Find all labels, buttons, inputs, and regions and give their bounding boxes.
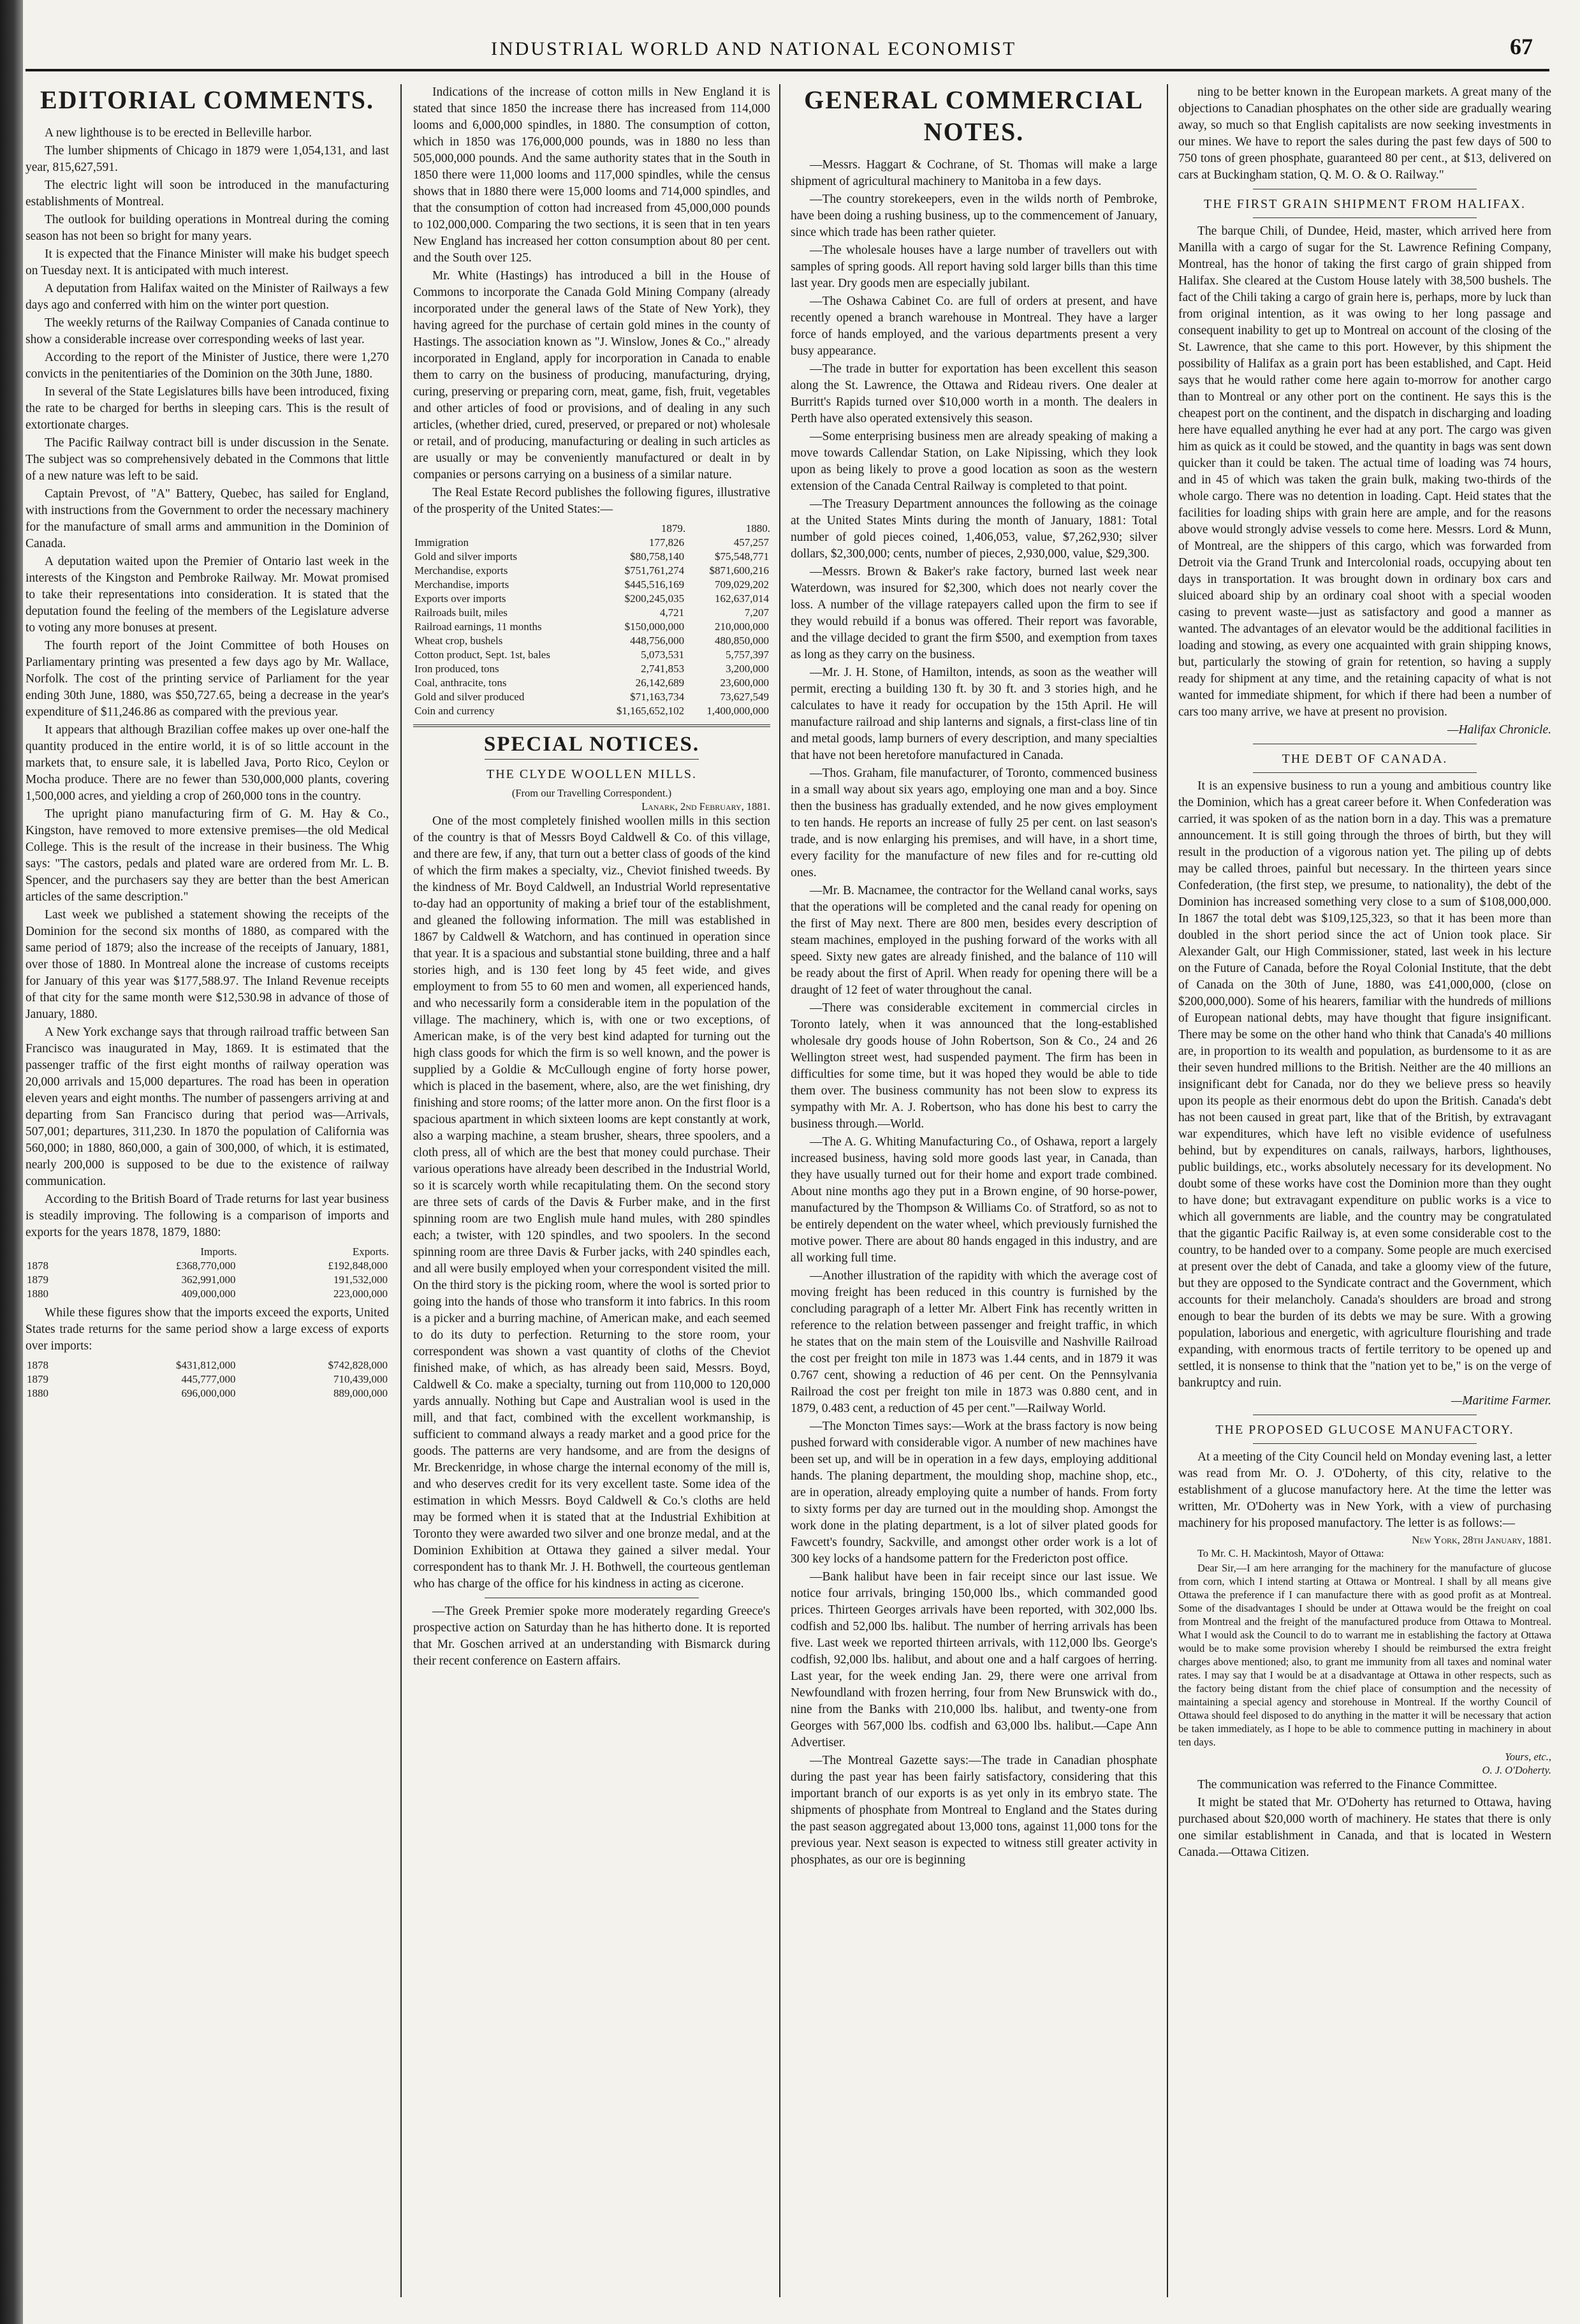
- paragraph: —The Greek Premier spoke more moderately regarding Greece's prospective action on Saturday than he has hitherto done. It is reported that Mr. Goschen arrived at an understanding with Bismarck during their recent conference on Eastern affairs.: [413, 1605, 770, 1668]
- paragraph: —Mr. B. Macnamee, the contractor for the Welland canal works, says that the operations will be completed and the canal ready for opening on the first of May next. There are 800 men, besides every description of steam machines, employed in the pushing forward of the works with all speed. Sixty new gates are already finished, and the balance of 110 will be ready about the first of April. When ready for opening there will be a draught of 12 feet of water throughout the canal.: [791, 884, 1157, 997]
- table-row: Railroads built, miles 4,721 7,207: [414, 607, 769, 619]
- paragraph: —The Montreal Gazette says:—The trade in Canadian phosphate during the past year has been fairly satisfactory, considering that this important branch of our exports is as yet only in its embryo state. The shipments of phosphate from Montreal to England and the States during the past season aggregated about 13,000 tons, against 11,000 tons for the previous year. Next season is expected to witness still greater activity in phosphates, as our ore is beginning: [791, 1754, 1157, 1867]
- paragraph: Indications of the increase of cotton mills in New England it is stated that since 1850 the increase there has increased from 114,000 looms and 6,000,000 spindles, in 1880. The consumption of cotton, which in 1850 was 176,000,000 pounds, was in 1880 no less than 505,000,000 pounds. And the same authority states that in the South in 1850 there were 11,000 looms and 117,000 spindles, while the census shows that in 1880 there were 15,000 looms and 714,000 spindles, and that the consumption of cotton had increased from 45,000,000 pounds to 102,000,000. Comparing the two sections, it is seen that in ten years New England has increased her cotton consumption about 80 per cent. and the South over 125.: [413, 85, 770, 265]
- paragraph: —Messrs. Haggart & Cochrane, of St. Thomas will make a large shipment of agricultural machinery to Manitoba in a few days.: [791, 158, 1157, 188]
- paragraph: The weekly returns of the Railway Companies of Canada continue to show a considerable increase over corresponding weeks of last year.: [26, 316, 389, 346]
- byline: (From our Travelling Correspondent.): [511, 787, 672, 799]
- table-row: Iron produced, tons 2,741,853 3,200,000: [414, 663, 769, 675]
- paragraph: The barque Chili, of Dundee, Heid, master, which arrived here from Manilla with a cargo of sugar for the St. Lawrence Refining Company, Montreal, has the honor of taking the first cargo of grain shipped from Halifax. She cleared at the Custom House lately with 38,500 bushels. The fact of the Chili taking a cargo of grain here is, perhaps, more by luck than from original intention, as it was owing to her long passage and consequent inability to get up to Montreal on account of the closing of the St. Lawrence, that she came to this port. However, by this shipment the possibility of Halifax as a grain port has been established, and Capt. Heid says that he would rather come here again to-morrow for another cargo than to Montreal or any other port on the continent. He says this is the cheapest port on the continent, and the dispatch in discharging and loading here have equalled anything he ever had at any port. The cargo was given him as quick as it could be stowed, and the quantity in bags was sent down quicker than it could be taken. The actual time of loading was 74 hours, and in 45 of which was taken the grain bulk, making two-thirds of the whole cargo. There was no detention in loading. Capt. Heid states that the facilities for loading ships with grain here are ample, and for the reasons above would strongly advise vessels to come here. Messrs. Lord & Munn, of Montreal, are the shippers of this cargo, which was forwarded from Detroit via the Grand Trunk and Intercolonial roads, occupying about ten days in transportation. It was brought down in ordinary box cars and sluiced aboard ship by an ordinary coal shoot with a special wooden casing to prevent waste—just as satisfactory and good a manner as wanted. The advantages of an elevator would be the additional facilities in loading and stowing, as every one acquainted with grain shipping knows, but, particularly the stowing of grain for retention, so having a supply ready for shipment at any time, and the retaining capacity of what is not wanted for immediate shipment, for which if there had been a number of cars too many arrive, we have at present no provision.: [1178, 224, 1551, 719]
- column-1: [26, 84, 389, 2297]
- paragraph: While these figures show that the imports exceed the exports, United States trade returns for the same period show a large excess of exports over imports:: [26, 1306, 389, 1353]
- binding-shadow: [0, 0, 23, 2324]
- header-rule: [26, 69, 1549, 71]
- table-header: 1880.: [745, 522, 770, 534]
- table-row: Gold and silver imports $80,758,140 $75,548,771: [414, 550, 769, 563]
- section-rule: [413, 724, 770, 727]
- paragraph: —Another illustration of the rapidity with which the average cost of moving freight has been reduced in this country is furnished by the concluding paragraph of a letter Mr. Albert Fink has recently written in reference to the relation between passenger and freight traffic, in which he states that on the main stem of the Louisville and Nashville Railroad the cost per freight ton mile in 1873 was 1.44 cents, and in 1879 it was 0.767 cent, showing a reduction of 46 per cent. On the Pennsylvania Railroad the cost per freight ton mile in 1873 was 0.880 cent, and in 1879, 0.483 cent, a reduction of 45 per cent."—Railway World.: [791, 1269, 1157, 1415]
- table-row: Merchandise, exports $751,761,274 $871,600,216: [414, 564, 769, 577]
- paragraph: —Messrs. Brown & Baker's rake factory, burned last week near Waterdown, was insured for $2,300, which does not nearly cover the loss. A number of the village ratepayers called upon the firm to see if they would rebuild if a bonus was offered. Their report was favorable, and the village decided to grant the firm $500, and exemption from taxes as long as they carry on the business.: [791, 565, 1157, 661]
- column-divider: [400, 84, 402, 2297]
- article-title: THE FIRST GRAIN SHIPMENT FROM HALIFAX.: [1204, 197, 1526, 211]
- column-3: [791, 84, 1157, 2297]
- paragraph: —The Moncton Times says:—Work at the brass factory is now being pushed forward with considerable vigor. A number of new machines have been set up, and will be in operation in a few days, employing additional hands. The planing department, the moulding shop, machine shop, etc., are in operation, already employing quite a number of hands. From forty to sixty forms per day are turned out in the moulding shop. Amongst the work done in the plating department, is a lot of silver plated goods for Fawcett's foundry, Sackville, and amongst other order work is a lot of 300 key locks of a handsome pattern for the Fredericton post office.: [791, 1420, 1157, 1566]
- article-title: THE PROPOSED GLUCOSE MANUFACTORY.: [1215, 1423, 1514, 1437]
- paragraph: —Mr. J. H. Stone, of Hamilton, intends, as soon as the weather will permit, erecting a building 130 ft. by 30 ft. and 3 stories high, and he calculates to have it ready for occupation by the 15th April. He will manufacture railroad and ship lanterns and signals, a first-class line of tin and metal goods, lamp burners of every description, and many specialties that have not been heretofore manufactured in Canada.: [791, 666, 1157, 762]
- paragraph: Last week we published a statement showing the receipts of the Dominion for the second six months of 1880, as compared with the same period of 1879; also the increase of the receipts of January, 1881, over those of 1880. In Montreal alone the increase of customs receipts for January of this year was $177,588.97. The Inland Revenue receipts of that city for the same month were $12,530.98 in advance of those of January, 1880.: [26, 908, 389, 1021]
- paragraph: The outlook for building operations in Montreal during the coming season has not been so bright for many years.: [26, 213, 389, 243]
- paragraph: —The country storekeepers, even in the wilds north of Pembroke, have been doing a rushing business, up to the commencement of January, since which trade has been rather quieter.: [791, 193, 1157, 239]
- column-divider: [1167, 84, 1168, 2297]
- paragraph: The fourth report of the Joint Committee of both Houses on Parliamentary printing was presented a few days ago by Mr. Wallace, Norfolk. The cost of the printing service of Parliament for the year ending 30th June, 1880, was $50,727.65, being a decrease in the year's expenditure of $11,246.86 as compared with the previous year.: [26, 639, 389, 719]
- table-row: 1880 696,000,000 889,000,000: [27, 1387, 388, 1399]
- paragraph: It appears that although Brazilian coffee makes up over one-half the quantity produced in the entire world, it is of so little account in the markets that, to ensure sale, it is labelled Java, Porto Rico, Ceylon or Mocha produce. There are no fewer than 530,000,000 plants, covering 1,500,000 acres, and yielding a crop of 260,000 tons in the country.: [26, 723, 389, 803]
- table-row: Exports over imports $200,245,035 162,637,014: [414, 592, 769, 605]
- paragraph: —The wholesale houses have a large number of travellers out with samples of spring goods. All report having sold larger bills than this time last year. Dry goods men are especially jubilant.: [791, 244, 1157, 290]
- paragraph: In several of the State Legislatures bills have been introduced, fixing the rate to be charged for berths in sleeping cars. This is the result of extortionate charges.: [26, 385, 389, 432]
- paragraph: One of the most completely finished woollen mills in this section of the country is that of Messrs Boyd Caldwell & Co. of this village, and there are few, if any, that turn out a better class of goods of the kind of which the firm makes a specialty, viz., Cheviot finished tweeds. By the kindness of Mr. Boyd Caldwell, an Industrial World representative to-day had an opportunity of making a brief tour of the establishment, and gleaned the following information. The mill was established in 1867 by Caldwell & Watchorn, and has continued in operation since that year. It is a spacious and substantial stone building, three and a half stories high, and is 130 feet long by 45 feet wide, and gives employment to from 55 to 60 men and women, all experienced hands, and who necessarily form a considerable item in the population of the village. The machinery, which is, with one or two exceptions, of American make, is of the very best kind adapted for turning out the high class goods for which the firm is so well known, and the power is supplied by a Goldie & McCullough engine of forty horse power, which is placed in the basement, where, also, are the wet finishing, dry finishing and store rooms; of the latter more anon. On the first floor is a spacious apartment in which sixteen looms are kept constantly at work, also a warping machine, a steam brusher, shears, three spoolers, and a cloth press, all of which are the best that money could purchase. Their various operations have already been described in the Industrial World, so it is scarcely worth while recapitulating them. On the second story are three sets of cards of the Davis & Furber make, and in the first spinning room are two English mule hand mules, with 280 spindles each; a twister, with 120 spindles, and two spoolers. In the second spinning room are three Davis & Furber jacks, with 240 spindles each, and all were busily employed when your correspondent visited the mill. On the third story is the picking room, where the wool is sorted prior to going into the hands of those who transform it into fabrics. In this room is a picker and a burring machine, of American make, and each seemed to do its duty to perfection. Returning to the store room, your correspondent was shown a vast quantity of cloths of the Cheviot finished make, of which, as has already been said, Messrs. Boyd, Caldwell & Co. make a specialty, turning out from 110,000 to 120,000 yards annually. Nothing but Cape and Australian wool is used in the mill, and that fact, combined with the excellent workmanship, is sufficient to command always a ready market and a good price for the goods. The patterns are very handsome, and are from the designs of Mr. Breckenridge, in whose charge the internal economy of the mill is, and who deserves credit for its very excellent taste. Some idea of the estimation in which Messrs. Boyd Caldwell & Co.'s cloths are held may be formed when it is stated that at the Industrial Exhibition at Toronto they were awarded two silver and one bronze medal, and at the Dominion Exhibition at Ottawa they gained a silver medal. Your correspondent has to thank Mr. J. H. Bothwell, the courteous gentleman who has charge of the office for his kindness in acting as cicerone.: [413, 814, 770, 1591]
- source-credit: —Halifax Chronicle.: [1447, 723, 1551, 737]
- table-header: [26, 1245, 85, 1259]
- paragraph: The upright piano manufacturing firm of G. M. Hay & Co., Kingston, have removed to more extensive premises—the old Medical College. This is the result of the increase in their business. The Whig says: "The castors, pedals and plated ware are ordered from Mr. L. B. Spencer, and the purchasers say they are better than the best American articles of the same description.": [26, 807, 389, 904]
- column-2: [413, 84, 770, 2297]
- paragraph: Captain Prevost, of "A" Battery, Quebec, has sailed for England, with instructions from the Government to order the necessary machinery for the manufacture of small arms and ammunition in the Dominion of Canada.: [26, 487, 389, 550]
- column-divider: [779, 84, 780, 2297]
- table-row: Wheat crop, bushels 448,756,000 480,850,000: [414, 635, 769, 647]
- table-header: Imports.: [200, 1246, 237, 1258]
- column-4: [1178, 84, 1551, 2297]
- table-row: Cotton product, Sept. 1st, bales 5,073,531 5,757,397: [414, 649, 769, 661]
- paragraph: A New York exchange says that through railroad traffic between San Francisco was inaugurated in May, 1869. It is estimated that the passenger traffic of the first eight months of railway operation was 20,000 arrivals and 15,000 departures. The road has been in operation eleven years and eight months. The number of passengers arriving at and departing from San Francisco during that period was—Arrivals, 507,001; departures, 311,230. In 1870 the population of California was 560,000; in 1880, 860,000, a gain of 300,000, of which, it is estimated, nearly 200,000 is supposed to be due to the existence of railway communication.: [26, 1026, 389, 1188]
- table-header: Exports.: [352, 1246, 389, 1258]
- paragraph: A deputation from Halifax waited on the Minister of Railways a few days ago and conferred with him on the winter port question.: [26, 282, 389, 312]
- letter-close: Yours, etc.,: [1505, 1751, 1551, 1763]
- prosperity-table: [413, 522, 770, 718]
- paragraph: —The Treasury Department announces the following as the coinage at the United States Mints during the month of January, 1881: Total number of gold pieces coined, 1,406,053, value, $7,262,930; silver dollars, $2,300,000; cents, number of pieces, 2,930,000, value, $29,300.: [791, 497, 1157, 561]
- divider: [485, 759, 699, 760]
- dateline: New York, 28th January, 1881.: [1412, 1534, 1551, 1546]
- paragraph: —Bank halibut have been in fair receipt since our last issue. We notice four arrivals, bringing 150,000 lbs., which commanded good prices. Thirteen Georges arrivals have been reported, with 302,000 lbs. codfish and 52,000 lbs. halibut. The number of herring arrivals has been five. Last week we reported thirteen arrivals, with 112,000 lbs. George's codfish, 92,000 lbs. halibut, and about one and a half cargoes of herring. Last year, for the week ending Jan. 29, there were one arrival from Newfoundland with frozen herring, four from New Brunswick with do., nine from the Banks with 210,000 lbs. halibut, and twenty-one from Georges with 567,000 lbs. codfish and 63,000 lbs. halibut.—Cape Ann Advertiser.: [791, 1570, 1157, 1749]
- divider: [1253, 772, 1477, 773]
- imports-exports-table: [26, 1245, 389, 1301]
- table-row: Merchandise, imports $445,516,169 709,029,202: [414, 578, 769, 591]
- table-row: Gold and silver produced $71,163,734 73,627,549: [414, 691, 769, 703]
- paragraph: The lumber shipments of Chicago in 1879 were 1,054,131, and last year, 815,627,591.: [26, 144, 389, 174]
- paragraph: —Some enterprising business men are already speaking of making a move towards Callendar Station, on Lake Nipissing, which they look upon as being likely to prove a good location as soon as the western extension of the Canada Central Railway is completed to that point.: [791, 430, 1157, 493]
- paragraph: The Real Estate Record publishes the following figures, illustrative of the prosperity of the United States:—: [413, 486, 770, 516]
- paragraph: —There was considerable excitement in commercial circles in Toronto lately, when it was announced that the long-established wholesale dry goods house of John Robertson, Son & Co., 24 and 26 Wellington street west, had suspended payment. The firm has been in difficulties for some time, but it was hoped they would be able to tide them over. The business community has not been slow to express its sympathy with Mr. A. J. Robertson, who has done his best to carry the business through.—World.: [791, 1001, 1157, 1131]
- paragraph: Mr. White (Hastings) has introduced a bill in the House of Commons to incorporate the Canada Gold Mining Company (already incorporated under the general laws of the State of New York), they having agreed for the purchase of certain gold mines in the county of Hastings. The association known as "J. Winslow, Jones & Co.," already incorporated in England, apply for incorporation in Canada to enable them to carry on the business of producing, manufacturing, drying, curing, preserving or preparing corn, meat, game, fish, fruit, vegetables and other articles of food or provisions, and of dealing in any such articles, (whether dried, cured, preserved, or prepared or not) wholesale or retail, and of producing, manufacturing or dealing in such articles as are usually or may be conveniently manufactured or dealt in by companies or persons carrying on a business of a similar nature.: [413, 269, 770, 482]
- table-header: 1879.: [661, 522, 686, 534]
- paragraph: —The Oshawa Cabinet Co. are full of orders at present, and have recently opened a branch warehouse in Montreal. They have a larger force of hands employed, and the various departments present a very busy appearance.: [791, 295, 1157, 358]
- paragraph: ning to be better known in the European markets. A great many of the objections to Canadian phosphates on the other side are gradually wearing away, so much so that English capitalists are now seeking investments in our mines. We have to report the sales during the past few days of 500 to 750 tons of green phosphate, guaranteed 80 per cent., at $13, delivered on cars at Buckingham station, Q. M. O. & O. Railway.": [1178, 85, 1551, 182]
- paragraph: At a meeting of the City Council held on Monday evening last, a letter was read from Mr. O. J. O'Doherty, of this city, relative to the establishment of a glucose manufactory here. At the time the letter was written, Mr. O'Doherty was in New York, with a view of purchasing machinery for his proposed manufactory. The letter is as follows:—: [1178, 1450, 1551, 1530]
- special-notices-title: SPECIAL NOTICES.: [483, 733, 700, 756]
- paragraph: It might be stated that Mr. O'Doherty has returned to Ottawa, having purchased about $20,000 worth of machinery. He states that there is only one similar establishment in Canada, and that is located in Western Canada.—Ottawa Citizen.: [1178, 1796, 1551, 1859]
- paragraph: The communication was referred to the Finance Committee.: [1197, 1778, 1498, 1791]
- general-commercial-notes-title: GENERAL COMMERCIAL NOTES.: [804, 85, 1144, 146]
- paragraph: According to the report of the Minister of Justice, there were 1,270 convicts in the penitentiaries of the Dominion on the 30th June, 1880.: [26, 351, 389, 381]
- source-credit: —Maritime Farmer.: [1451, 1394, 1551, 1408]
- table-row: 1878 £368,770,000 £192,848,000: [27, 1260, 388, 1272]
- table-row: Immigration 177,826 457,257: [414, 536, 769, 548]
- us-trade-table: [26, 1358, 389, 1401]
- divider: [1253, 217, 1477, 218]
- editorial-comments-title: EDITORIAL COMMENTS.: [40, 85, 374, 114]
- table-row: Coal, anthracite, tons 26,142,689 23,600,000: [414, 677, 769, 689]
- article-title: THE CLYDE WOOLLEN MILLS.: [486, 767, 698, 781]
- page-number: 67: [1510, 34, 1533, 59]
- paragraph: According to the British Board of Trade returns for last year business is steadily improving. The following is a comparison of imports and exports for the years 1878, 1879, 1880:: [26, 1193, 389, 1239]
- paragraph: —Thos. Graham, file manufacturer, of Toronto, commenced business in a small way about six years ago, employing one man and a boy. Since then the business has gradually extended, and he now gives employment to ten hands. He reports an increase of fully 25 per cent. on last season's trade, and is now enlarging his premises, and will have, in a short time, every facility for the manufacture of new files and for re-cutting old ones.: [791, 767, 1157, 879]
- paragraph: —The A. G. Whiting Manufacturing Co., of Oshawa, report a largely increased business, having sold more goods last year, in Canada, than they have usually turned out for their home and export trade combined. About nine months ago they put in a Brown engine, of 90 horse-power, manufactured by the Thompson & Williams Co. of Stratford, so as not to be entirely dependent on the water wheel, which previously furnished the motive power. There are about 80 hands engaged in this industry, and are all working full time.: [791, 1135, 1157, 1265]
- paragraph: The Pacific Railway contract bill is under discussion in the Senate. The subject was so comprehensively debated in the Commons that little of a new nature was left to be said.: [26, 436, 389, 483]
- article-title: THE DEBT OF CANADA.: [1282, 752, 1448, 766]
- table-row: 1879 362,991,000 191,532,000: [27, 1274, 388, 1286]
- letter-salutation: To Mr. C. H. Mackintosh, Mayor of Ottawa:: [1197, 1547, 1384, 1559]
- paragraph: A new lighthouse is to be erected in Belleville harbor.: [45, 126, 312, 140]
- running-head: INDUSTRIAL WORLD AND NATIONAL ECONOMIST: [491, 38, 1017, 59]
- paragraph: —The trade in butter for exportation has been excellent this season along the St. Lawrence, the Ottawa and Rideau rivers. One dealer at Burritt's Rapids turned over $10,000 worth in a month. The dealers in Perth have also operated extensively this season.: [791, 362, 1157, 425]
- table-row: 1879 445,777,000 710,439,000: [27, 1373, 388, 1385]
- table-row: Coin and currency $1,165,652,102 1,400,000,000: [414, 705, 769, 717]
- divider: [1253, 1443, 1477, 1444]
- paragraph: It is an expensive business to run a young and ambitious country like the Dominion, which has a great career before it. When Confederation was carried, it was spoken of as the nation born in a day. This was a premature announcement. It is still going through the throes of birth, but they will result in the production of a vigorous nation yet. The piling up of debts may be called throes, painful but necessary. In the thirteen years since Confederation, (the first step, we presume, to nationality), the debt of the Dominion has increased something very close to a sum of $108,000,000. In 1867 the total debt was $109,125,323, so that it has been more than doubled in the short period since the act of Union took place. Sir Alexander Galt, our High Commissioner, stated, last week in his lecture on the Future of Canada, before the Royal Colonial Institute, that the debt of Canada on the 30th of June, 1880, was £41,000,000, (close on $200,000,000). Some of his hearers, familiar with the hundreds of millions of European national debts, may have thought that figure insignificant. There may be some on the other hand who think that Canada's 40 millions are, in proportion to its wealth and population, as burdensome to it as are their seven hundred millions to the British. Neither are the 40 millions an insignificant debt for Canada, nor do they we believe press so heavily upon its people as their enormous debt do upon the British. Canada's debt has not been caused in great part, like that of the British, by extravagant war expenditures, which have left no visible evidence of usefulness behind, but by expenditures on canals, railways, harbors, lighthouses, public buildings, etc., works absolutely necessary for its development. No doubt some of these works have cost the Dominion more than they ought to have done; but extravagant expenditure on public works is a vice to which all governments are liable, and the country may be congratulated that the gigantic Pacific Railway is, at even some considerable cost to the country, to be handed over to a company. Some people are much exercised at present over the debt of Canada, and take a gloomy view of the future, but they are opposed to the Syndicate contract and the Government, which accounts for their melancholy. Canada's shoulders are broad and strong enough to bear the burden of its debts we may be sure. With a growing population, laborious and energetic, with agriculture flourishing and trade expanding, with enormous tracts of fertile territory to be opened up and settled, it is nonsense to think that the "nation yet to be," is on the verge of bankruptcy and ruin.: [1178, 779, 1551, 1390]
- table-row: 1878 $431,812,000 $742,828,000: [27, 1359, 388, 1371]
- table-row: 1880 409,000,000 223,000,000: [27, 1288, 388, 1300]
- letter-body: Dear Sir,—I am here arranging for the machinery for the manufacture of glucose from corn, which I intend starting at Ottawa or Montreal. I shall by all means give Ottawa the preference if I can manufacture there with as good profit as at Montreal. Some of the disadvantages I should be under at Ottawa would be the freight on coal from Montreal and the freight of the manufactured produce from Ottawa to Montreal. What I would ask the Council to do to warrant me in establishing the factory at Ottawa would be to make some provision whereby I should be reimbursed the extra freight charges above mentioned; also, to grant me immunity from all taxes and nominal water rates. I may say that I would be at a disadvantage at Ottawa in other respects, such as the factory being distant from the chief place of consumption and the necessity of maintaining a special agency and storehouse in Montreal. If the worthy Council of Ottawa should feel disposed to do anything in the matter it will be necessary that action be taken immediately, as I hope to be able to commence putting in machinery in about ten days.: [1178, 1562, 1551, 1748]
- letter-signature: O. J. O'Doherty.: [1482, 1764, 1551, 1776]
- dateline: Lanark, 2nd February, 1881.: [641, 800, 770, 813]
- paragraph: A deputation waited upon the Premier of Ontario last week in the interests of the Kingston and Pembroke Railway. Mr. Mowat promised to take their representations into consideration. It is stated that the deputation found the feeling of the members of the Legislature adverse to voting any more bonuses at present.: [26, 555, 389, 635]
- paragraph: It is expected that the Finance Minister will make his budget speech on Tuesday next. It is anticipated with much interest.: [26, 247, 389, 277]
- table-row: Railroad earnings, 11 months $150,000,000 210,000,000: [414, 621, 769, 633]
- paragraph: The electric light will soon be introduced in the manufacturing establishments of Montreal.: [26, 179, 389, 209]
